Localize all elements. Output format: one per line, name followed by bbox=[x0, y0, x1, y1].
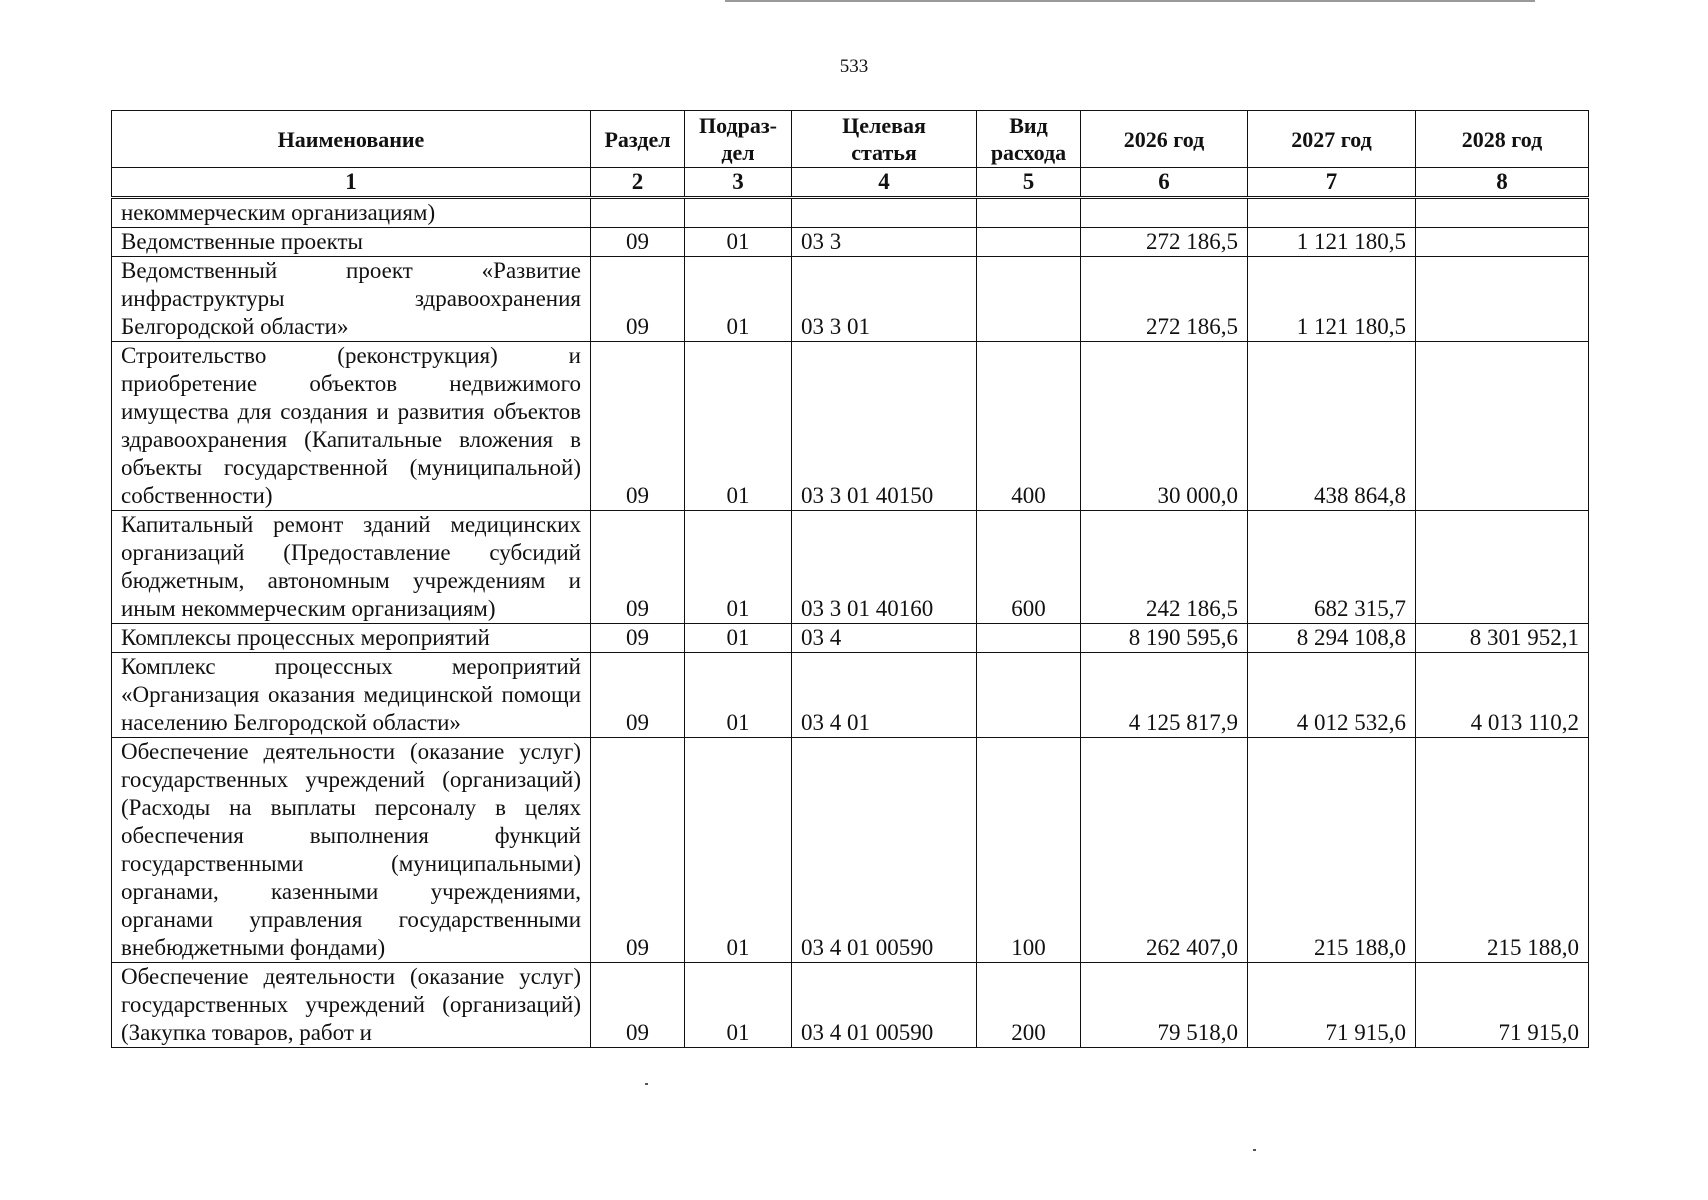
scan-dot bbox=[1253, 1149, 1256, 1151]
column-number: 7 bbox=[1248, 168, 1416, 198]
cell-name: Комплексы процессных мероприятий bbox=[112, 624, 591, 653]
cell-vid bbox=[977, 198, 1081, 228]
header-name: Наименование bbox=[112, 111, 591, 168]
cell-razdel: 09 bbox=[591, 228, 685, 257]
cell-2027: 215 188,0 bbox=[1248, 738, 1416, 963]
cell-celevaya: 03 3 01 bbox=[792, 257, 977, 342]
cell-name: Ведомственный проект «Развитие инфраструктуры здравоохранения Белгородской области» bbox=[112, 257, 591, 342]
column-number-row bbox=[112, 168, 1589, 198]
cell-2028 bbox=[1416, 511, 1589, 624]
column-number: 5 bbox=[977, 168, 1081, 198]
cell-2026: 242 186,5 bbox=[1081, 511, 1248, 624]
cell-razdel: 09 bbox=[591, 624, 685, 653]
cell-podrazdel: 01 bbox=[685, 738, 792, 963]
cell-vid bbox=[977, 653, 1081, 738]
table-row bbox=[112, 653, 1589, 738]
cell-podrazdel: 01 bbox=[685, 963, 792, 1048]
cell-podrazdel: 01 bbox=[685, 653, 792, 738]
cell-name: некоммерческим организациям) bbox=[112, 198, 591, 228]
table-row bbox=[112, 738, 1589, 963]
cell-name: Обеспечение деятельности (оказание услуг) государственных учреждений (организаций) (Закупка товаров, работ и bbox=[112, 963, 591, 1048]
cell-2028: 215 188,0 bbox=[1416, 738, 1589, 963]
cell-celevaya: 03 3 bbox=[792, 228, 977, 257]
cell-2028: 71 915,0 bbox=[1416, 963, 1589, 1048]
cell-razdel: 09 bbox=[591, 738, 685, 963]
cell-name: Обеспечение деятельности (оказание услуг) государственных учреждений (организаций) (Расходы на выплаты персоналу в целях обеспечения выполнения функций государственными (муниципальными) органами, казенными учреждениями, органами управления государственными внебюджетными фондами) bbox=[112, 738, 591, 963]
header-celevaya bbox=[792, 111, 977, 168]
page-number: 533 bbox=[839, 56, 869, 77]
cell-podrazdel bbox=[685, 198, 792, 228]
header-2028: 2028 год bbox=[1416, 111, 1589, 168]
cell-2027 bbox=[1248, 198, 1416, 228]
scan-edge-line bbox=[725, 0, 1535, 2]
table-row bbox=[112, 511, 1589, 624]
cell-2027: 71 915,0 bbox=[1248, 963, 1416, 1048]
cell-podrazdel: 01 bbox=[685, 624, 792, 653]
cell-podrazdel: 01 bbox=[685, 257, 792, 342]
table-row bbox=[112, 257, 1589, 342]
cell-razdel: 09 bbox=[591, 257, 685, 342]
cell-vid: 400 bbox=[977, 342, 1081, 511]
cell-2026: 30 000,0 bbox=[1081, 342, 1248, 511]
header-celevaya-text: Целевая статья bbox=[842, 113, 926, 165]
cell-razdel bbox=[591, 198, 685, 228]
cell-2026: 79 518,0 bbox=[1081, 963, 1248, 1048]
cell-2028 bbox=[1416, 342, 1589, 511]
table-row bbox=[112, 624, 1589, 653]
cell-vid bbox=[977, 257, 1081, 342]
column-number: 1 bbox=[112, 168, 591, 198]
cell-2027: 438 864,8 bbox=[1248, 342, 1416, 511]
cell-2027: 4 012 532,6 bbox=[1248, 653, 1416, 738]
cell-2028 bbox=[1416, 257, 1589, 342]
column-number: 3 bbox=[685, 168, 792, 198]
cell-vid bbox=[977, 228, 1081, 257]
header-vid-text: Вид расхода bbox=[990, 113, 1067, 165]
cell-celevaya: 03 4 01 bbox=[792, 653, 977, 738]
header-podrazdel bbox=[685, 111, 792, 168]
cell-razdel: 09 bbox=[591, 653, 685, 738]
cell-2028 bbox=[1416, 228, 1589, 257]
cell-vid: 200 bbox=[977, 963, 1081, 1048]
cell-2027: 1 121 180,5 bbox=[1248, 257, 1416, 342]
column-number: 4 bbox=[792, 168, 977, 198]
header-row bbox=[112, 111, 1589, 168]
cell-celevaya: 03 4 01 00590 bbox=[792, 963, 977, 1048]
cell-2026: 272 186,5 bbox=[1081, 228, 1248, 257]
table-row bbox=[112, 228, 1589, 257]
cell-2026: 8 190 595,6 bbox=[1081, 624, 1248, 653]
table-row bbox=[112, 963, 1589, 1048]
cell-2026: 262 407,0 bbox=[1081, 738, 1248, 963]
column-number: 2 bbox=[591, 168, 685, 198]
header-razdel: Раздел bbox=[591, 111, 685, 168]
table-row bbox=[112, 198, 1589, 228]
cell-podrazdel: 01 bbox=[685, 342, 792, 511]
cell-celevaya: 03 3 01 40150 bbox=[792, 342, 977, 511]
cell-vid: 600 bbox=[977, 511, 1081, 624]
column-number: 8 bbox=[1416, 168, 1589, 198]
cell-razdel: 09 bbox=[591, 342, 685, 511]
budget-table bbox=[111, 110, 1589, 1048]
cell-2026: 272 186,5 bbox=[1081, 257, 1248, 342]
cell-name: Строительство (реконструкция) и приобретение объектов недвижимого имущества для создания и развития объектов здравоохранения (Капитальные вложения в объекты государственной (муниципальной) собственности) bbox=[112, 342, 591, 511]
cell-2027: 8 294 108,8 bbox=[1248, 624, 1416, 653]
header-2027: 2027 год bbox=[1248, 111, 1416, 168]
table-body bbox=[112, 198, 1589, 1048]
header-podrazdel-text: Подраз- дел bbox=[698, 113, 777, 165]
cell-2027: 682 315,7 bbox=[1248, 511, 1416, 624]
cell-2026 bbox=[1081, 198, 1248, 228]
cell-name: Ведомственные проекты bbox=[112, 228, 591, 257]
cell-razdel: 09 bbox=[591, 511, 685, 624]
cell-celevaya bbox=[792, 198, 977, 228]
cell-vid bbox=[977, 624, 1081, 653]
cell-razdel: 09 bbox=[591, 963, 685, 1048]
cell-name: Комплекс процессных мероприятий «Организация оказания медицинской помощи населению Белгородской области» bbox=[112, 653, 591, 738]
cell-celevaya: 03 4 bbox=[792, 624, 977, 653]
cell-vid: 100 bbox=[977, 738, 1081, 963]
cell-podrazdel: 01 bbox=[685, 511, 792, 624]
cell-2027: 1 121 180,5 bbox=[1248, 228, 1416, 257]
table-row bbox=[112, 342, 1589, 511]
header-2026: 2026 год bbox=[1081, 111, 1248, 168]
cell-2028: 4 013 110,2 bbox=[1416, 653, 1589, 738]
cell-2028 bbox=[1416, 198, 1589, 228]
cell-celevaya: 03 3 01 40160 bbox=[792, 511, 977, 624]
cell-celevaya: 03 4 01 00590 bbox=[792, 738, 977, 963]
cell-2026: 4 125 817,9 bbox=[1081, 653, 1248, 738]
cell-2028: 8 301 952,1 bbox=[1416, 624, 1589, 653]
header-vid bbox=[977, 111, 1081, 168]
cell-name: Капитальный ремонт зданий медицинских организаций (Предоставление субсидий бюджетным, автономным учреждениям и иным некоммерческим организациям) bbox=[112, 511, 591, 624]
column-number: 6 bbox=[1081, 168, 1248, 198]
scan-dot bbox=[645, 1083, 648, 1085]
cell-podrazdel: 01 bbox=[685, 228, 792, 257]
